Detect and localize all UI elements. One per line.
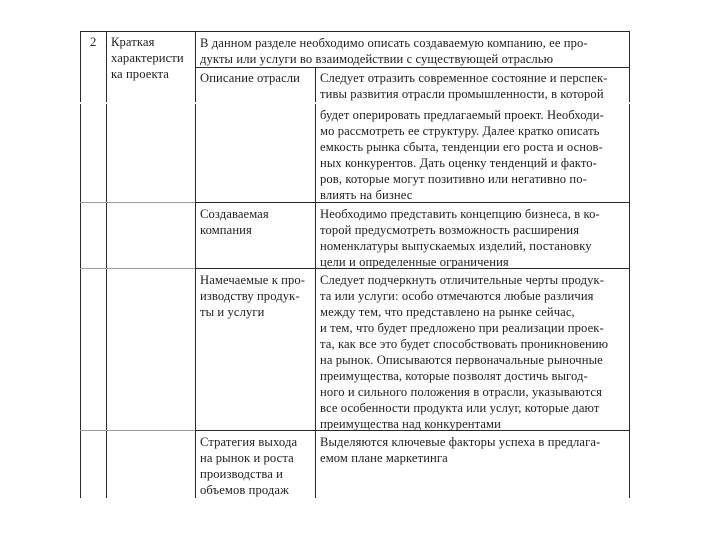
continuation-line: ных конкурентов. Дать оценку тенденций и факто-	[320, 156, 597, 170]
description-line: торой предусмотреть возможность расширения	[320, 223, 580, 237]
table-top-border	[80, 31, 630, 32]
subsection-name-line: Стратегия выхода	[200, 435, 298, 449]
row-divider-light	[80, 202, 195, 203]
section-label-line: ка проекта	[111, 67, 169, 81]
description-line: та, как все это будет способствовать проникновению	[320, 337, 609, 351]
section-intro-line: дукты или услуги во взаимодействии с существующей отраслью	[200, 52, 554, 66]
continuation-line: ров, которые могут позитивно или негативно по-	[320, 172, 587, 186]
continuation-line: влиять на бизнес	[320, 188, 413, 202]
description-line: Следует отразить современное состояние и перспек-	[320, 71, 608, 85]
description-line: и тем, что будет предложено при реализации проек-	[320, 321, 604, 335]
description-line: Необходимо представить концепцию бизнеса, в ко-	[320, 207, 600, 221]
description-line: тивы развития отрасли промышленности, в которой	[320, 87, 604, 101]
description-line: Выделяются ключевые факторы успеха в предлага-	[320, 435, 601, 449]
subsection-name-line: Намечаемые к про-	[200, 273, 306, 287]
column-border	[315, 104, 316, 498]
continuation-line: емкость рынка сбыта, тенденции его роста и основ-	[320, 140, 603, 154]
description-line: цели и определенные ограничения	[320, 255, 509, 269]
description-line: Следует подчеркнуть отличительные черты продук-	[320, 273, 605, 287]
row-border	[195, 202, 630, 203]
row-border	[195, 67, 630, 68]
column-border	[195, 104, 196, 498]
description-line: та или услуги: особо отмечаются любые различия	[320, 289, 594, 303]
description-line: преимущества, которые позволят достичь выгод-	[320, 369, 588, 383]
subsection-name-line: компания	[200, 223, 252, 237]
section-label-line: характеристи	[111, 51, 184, 65]
column-border	[315, 67, 316, 102]
row-number: 2	[90, 35, 97, 49]
row-divider-light	[80, 430, 195, 431]
description-line: преимущества над конкурентами	[320, 417, 501, 431]
section-intro-line: В данном разделе необходимо описать создаваемую компанию, ее про-	[200, 36, 588, 50]
column-border	[80, 104, 81, 498]
continuation-line: будет оперировать предлагаемый проект. Необходи-	[320, 108, 604, 122]
subsection-name-line: Описание отрасли	[200, 71, 301, 85]
column-border	[106, 31, 107, 102]
description-line: номенклатуры выпускаемых изделий, постановку	[320, 239, 592, 253]
row-divider-light	[80, 268, 195, 269]
subsection-name-line: объемов продаж	[200, 483, 289, 497]
description-line: между тем, что представлено на рынке сейчас,	[320, 305, 575, 319]
continuation-line: мо рассмотреть ее структуру. Далее кратко описать	[320, 124, 600, 138]
description-line: на рынок. Описываются первоначальные рыночные	[320, 353, 603, 367]
description-line: все особенности продукта или услуг, которые дают	[320, 401, 600, 415]
column-border	[106, 104, 107, 498]
column-border	[629, 104, 630, 498]
description-line: емом плане маркетинга	[320, 451, 448, 465]
subsection-name-line: ты и услуги	[200, 305, 265, 319]
subsection-name-line: производства и	[200, 467, 284, 481]
description-line: ного и сильного положения в отрасли, указываются	[320, 385, 602, 399]
subsection-name-line: на рынок и роста	[200, 451, 294, 465]
subsection-name-line: изводству продук-	[200, 289, 300, 303]
section-label-line: Краткая	[111, 35, 155, 49]
column-border	[80, 31, 81, 102]
subsection-name-line: Создаваемая	[200, 207, 269, 221]
